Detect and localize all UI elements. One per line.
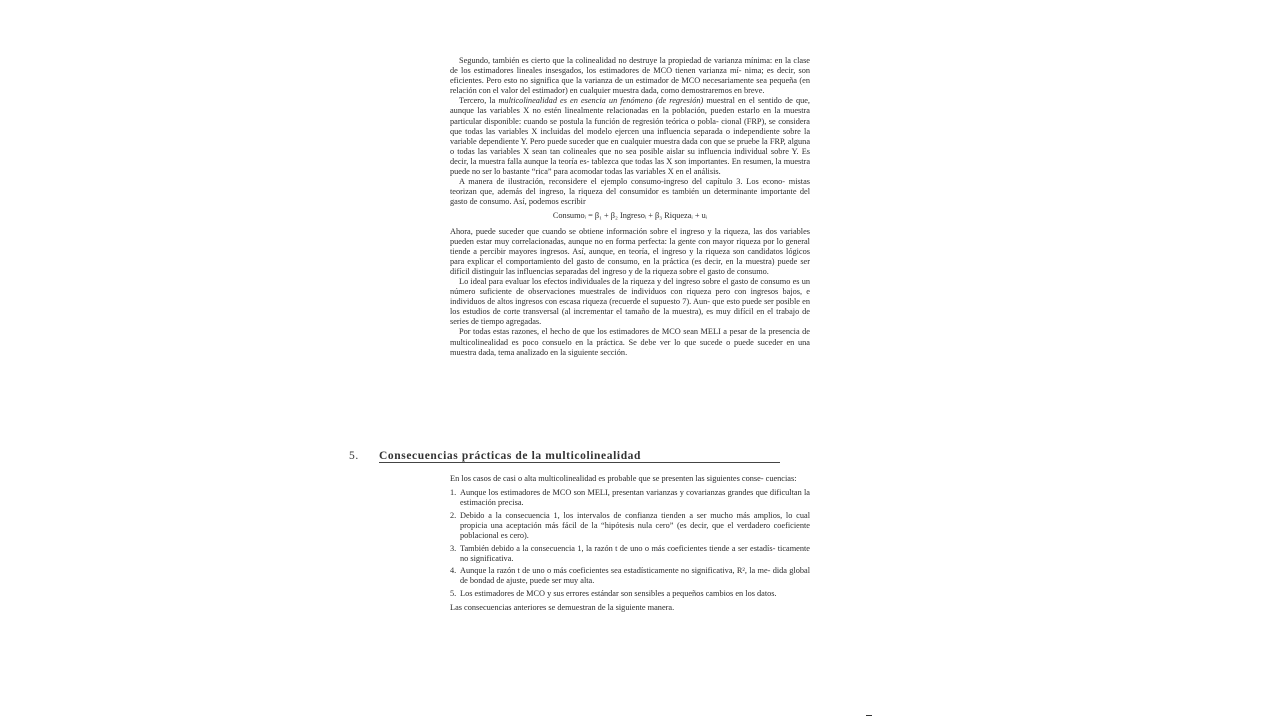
list-item-number: 3. bbox=[450, 543, 457, 553]
page-corner-mark bbox=[866, 715, 872, 716]
list-item-number: 4. bbox=[450, 566, 457, 576]
list-item bbox=[450, 544, 810, 564]
consequences-intro: En los casos de casi o alta multicolinealidad es probable que se presenten las siguientes conse- cuencias: bbox=[450, 474, 797, 483]
list-item bbox=[450, 511, 810, 541]
list-item-text: Aunque los estimadores de MCO son MELI, presentan varianzas y covarianzas grandes que dificultan la estimación precisa. bbox=[460, 488, 810, 508]
paragraph-tercero-emphasis: multicolinealidad es en esencia un fenómeno (de regresión) bbox=[498, 96, 704, 106]
paragraph-ahora: Ahora, puede suceder que cuando se obtiene información sobre el ingreso y la riqueza, las dos variables pueden estar muy correlacionadas, aunque no en forma perfecta: la gente con mayor riqueza por lo general tiende a percibir mayores ingresos. Así, aunque, en teoría, el ingreso y la riqueza son candidatos lógicos para explicar el comportamiento del gasto de consumo, en la práctica (es decir, en la muestra) puede ser difícil distinguir las influencias separadas del ingreso y de la riqueza sobre el gasto de consumo. bbox=[450, 226, 810, 276]
paragraph-tercero-rest: muestral en el sentido de que, aunque las variables X no estén linealmente relacionadas en la población, pueden estarlo en la muestra particular disponible: cuando se postula la función de regresión teórica o pobla- cional (FRP), se considera que todas las variables X incluidas del modelo ejercen una influencia separada o independiente sobre la variable dependiente Y. Pero puede suceder que en cualquier muestra dada con que se pruebe la FRP, alguna o todas las variables X sean tan colineales que no sea posible aislar su influencia individual sobre Y. Es decir, la muestra falla aunque la teoría es- tablezca que todas las X son importantes. En resumen, la muestra puede no ser lo bastante “rica” para acomodar todas las variables X en el análisis. bbox=[450, 96, 810, 177]
paragraph-segundo: Segundo, también es cierto que la colinealidad no destruye la propiedad de varianza mínima: en la clase de los estimadores lineales insesgados, los estimadores de MCO tienen varianza mí- nima; es decir, son eficientes. Pero esto no significa que la varianza de un estimador de MCO necesariamente sea pequeña (en relación con el valor del estimador) en cualquier muestra dada, como demostraremos en breve. bbox=[450, 56, 810, 96]
consequences-list bbox=[450, 488, 810, 599]
section-number: 5. bbox=[349, 450, 359, 462]
paragraph-ideal: Lo ideal para evaluar los efectos individuales de la riqueza y del ingreso sobre el gasto de consumo es un número suficiente de observaciones muestrales de individuos con riqueza pero con ingresos bajos, e individuos de altos ingresos con escasa riqueza (recuerde el supuesto 7). Aun- que esto puede ser posible en los estudios de corte transversal (al incrementar el tamaño de la muestra), es muy difícil en el trabajo de series de tiempo agregadas. bbox=[450, 276, 810, 327]
top-text-column bbox=[450, 56, 810, 358]
list-item-number: 5. bbox=[450, 588, 457, 598]
section-heading bbox=[349, 450, 810, 462]
paragraph-tercero bbox=[450, 96, 810, 177]
list-item bbox=[450, 488, 810, 508]
list-item-text: Los estimadores de MCO y sus errores estándar son sensibles a pequeños cambios en los datos. bbox=[460, 588, 777, 598]
bottom-text-column bbox=[450, 474, 810, 613]
list-item-text: Debido a la consecuencia 1, los intervalos de confianza tienden a ser mucho más amplios, lo cual propicia una aceptación más fácil de la “hipótesis nula cero” (es decir, que el verdadero coeficiente poblacional es cero). bbox=[460, 510, 810, 540]
paragraph-tercero-start: Tercero, la bbox=[459, 96, 499, 106]
section-title: Consecuencias prácticas de la multicolinealidad bbox=[379, 450, 780, 463]
list-item-number: 1. bbox=[450, 488, 457, 498]
list-item-number: 2. bbox=[450, 510, 457, 520]
list-item bbox=[450, 566, 810, 586]
list-item bbox=[450, 589, 810, 599]
consequences-closing: Las consecuencias anteriores se demuestran de la siguiente manera. bbox=[450, 603, 675, 613]
paragraph-ilustracion: A manera de ilustración, reconsidere el ejemplo consumo-ingreso del capítulo 3. Los econo- mistas teorizan que, además del ingreso, la riqueza del consumidor es también un determinante importante del gasto de consumo. Así, podemos escribir bbox=[450, 177, 810, 207]
paragraph-razones: Por todas estas razones, el hecho de que los estimadores de MCO sean MELI a pesar de la presencia de multicolinealidad es poco consuelo en la práctica. Se debe ver lo que sucede o puede suceder en una muestra dada, tema analizado en la siguiente sección. bbox=[450, 327, 810, 357]
list-item-text: Aunque la razón t de uno o más coeficientes sea estadísticamente no significativa, R², la me- dida global de bondad de ajuste, puede ser muy alta. bbox=[460, 566, 810, 586]
consumption-equation: Consumoᵢ = β₁ + β₂ Ingresoᵢ + β₃ Riquezaᵢ + uᵢ bbox=[552, 211, 708, 221]
list-item-text: También debido a la consecuencia 1, la razón t de uno o más coeficientes tiende a ser estadís- ticamente no significativa. bbox=[460, 543, 810, 563]
